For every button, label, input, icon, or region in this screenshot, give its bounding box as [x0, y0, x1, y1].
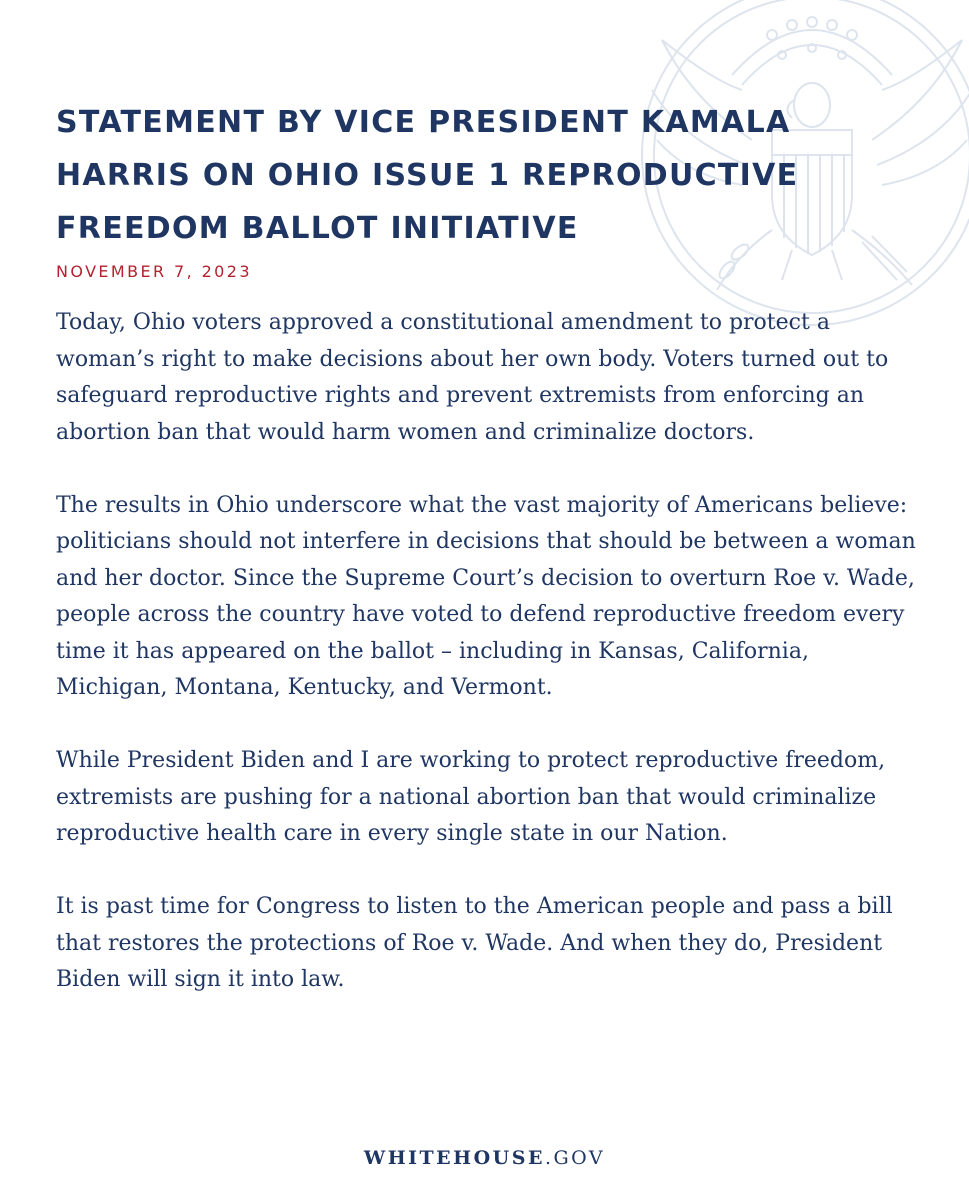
- statement-date: NOVEMBER 7, 2023: [56, 262, 252, 281]
- statement-paragraph: The results in Ohio underscore what the vast majority of Americans believe: politicians should not interfere in decisions that should be between a woman and her doctor. Since the Supreme Court’s decision to overturn Roe v. Wade, people across the country have voted to defend reproductive freedom every time it has appeared on the ballot – including in Kansas, California, Michigan, Montana, Kentucky, and Vermont.: [56, 492, 916, 700]
- statement-paragraph: It is past time for Congress to listen to the American people and pass a bill that restores the protections of Roe v. Wade. And when they do, President Biden will sign it into law.: [56, 894, 893, 992]
- statement-body: [56, 305, 926, 1035]
- statement-paragraph: Today, Ohio voters approved a constitutional amendment to protect a woman’s right to make decisions about her own body. Voters turned out to safeguard reproductive rights and prevent extremists from enforcing an abortion ban that would harm women and criminalize doctors.: [56, 310, 889, 445]
- statement-title: STATEMENT BY VICE PRESIDENT KAMALA HARRIS ON OHIO ISSUE 1 REPRODUCTIVE FREEDOM BALLOT INITIATIVE: [56, 105, 799, 246]
- footer-tld: .GOV: [544, 1147, 606, 1169]
- statement-paragraph: While President Biden and I are working to protect reproductive freedom, extremists are pushing for a national abortion ban that would criminalize reproductive health care in every single state in our Nation.: [56, 748, 886, 846]
- footer-domain: WHITEHOUSE: [363, 1147, 545, 1169]
- footer-url[interactable]: [0, 1147, 969, 1169]
